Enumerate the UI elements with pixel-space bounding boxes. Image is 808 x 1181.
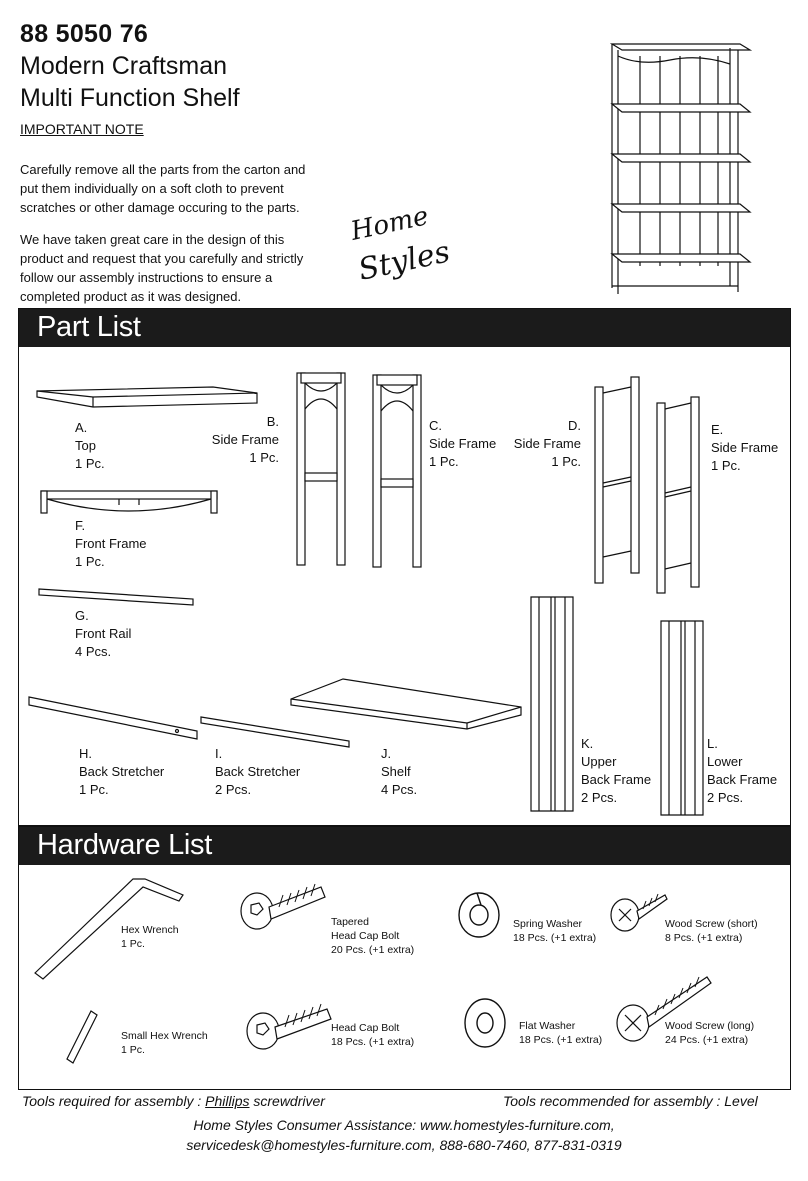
svg-text:Styles: Styles (355, 234, 453, 288)
part-d-label: D. Side Frame 1 Pc. (513, 418, 581, 469)
part-j-shelf-illustration (287, 675, 527, 735)
part-a-top-illustration (33, 381, 273, 411)
part-h-label: H. Back Stretcher 1 Pc. (79, 746, 165, 797)
part-list-title: Part List (37, 311, 141, 343)
product-title-line1: Modern Craftsman (20, 52, 228, 80)
part-b-side-frame-illustration (293, 369, 353, 569)
important-note-heading: IMPORTANT NOTE (20, 121, 144, 137)
tools-recommended-text: Tools recommended for assembly : Level (503, 1093, 758, 1109)
part-c-label: C. Side Frame 1 Pc. (429, 418, 497, 469)
part-g-front-rail-illustration (37, 587, 197, 607)
hardware-list-section (18, 826, 791, 1090)
part-l-lower-back-frame-illustration (659, 619, 709, 819)
part-list-header-bar (19, 309, 790, 347)
flat-washer-label: Flat Washer 18 Pcs. (+1 extra) (519, 1020, 603, 1046)
small-hex-wrench-icon (63, 1007, 103, 1067)
hex-wrench-label: Hex Wrench 1 Pc. (121, 924, 179, 950)
part-l-label: L. Lower Back Frame 2 Pcs. (707, 736, 778, 805)
part-list-section (18, 308, 791, 826)
hardware-list-title: Hardware List (37, 829, 212, 861)
consumer-assistance-line1: Home Styles Consumer Assistance: www.homestyles-furniture.com, (193, 1117, 615, 1133)
part-e-side-frame-illustration (651, 393, 711, 603)
hardware-list-header-bar (19, 827, 790, 865)
model-number: 88 5050 76 (20, 20, 149, 48)
part-e-label: E. Side Frame 1 Pc. (711, 422, 779, 473)
part-k-upper-back-frame-illustration (529, 595, 579, 815)
flat-washer-icon (461, 995, 511, 1051)
part-d-side-frame-illustration (589, 373, 649, 593)
tapered-head-cap-bolt-icon (239, 877, 329, 937)
part-k-label: K. Upper Back Frame 2 Pcs. (581, 736, 652, 805)
design-paragraph: We have taken great care in the design of this product and request that you carefully and strictly follow our assembly instructions to ensure a completed product as it was designed. (20, 232, 304, 304)
phillips-tool-name: Phillips (205, 1093, 250, 1109)
wood-screw-short-label: Wood Screw (short) 8 Pcs. (+1 extra) (665, 918, 758, 944)
spring-washer-icon (455, 889, 505, 939)
head-cap-bolt-icon (245, 997, 335, 1057)
assembled-shelf-illustration (600, 36, 750, 301)
product-title-line2: Multi Function Shelf (20, 84, 240, 112)
tapered-head-cap-bolt-label: Tapered Head Cap Bolt 20 Pcs. (+1 extra) (331, 916, 415, 956)
tools-required-text: Tools required for assembly : Phillips screwdriver (22, 1093, 325, 1109)
small-hex-wrench-label: Small Hex Wrench 1 Pc. (121, 1030, 208, 1056)
part-g-label: G. Front Rail 4 Pcs. (75, 608, 132, 659)
home-styles-logo (345, 201, 465, 290)
part-a-label: A. Top 1 Pc. (75, 420, 105, 471)
head-cap-bolt-label: Head Cap Bolt 18 Pcs. (+1 extra) (331, 1022, 415, 1048)
spring-washer-label: Spring Washer 18 Pcs. (+1 extra) (513, 918, 597, 944)
part-h-back-stretcher-illustration (27, 695, 207, 745)
part-b-label: B. Side Frame 1 Pc. (211, 414, 279, 465)
part-i-label: I. Back Stretcher 2 Pcs. (215, 746, 301, 797)
part-f-label: F. Front Frame 1 Pc. (75, 518, 147, 569)
part-j-label: J. Shelf 4 Pcs. (381, 746, 418, 797)
care-paragraph: Carefully remove all the parts from the carton and put them individually on a soft cloth to prevent scratches or other damage occuring to the parts. (20, 162, 306, 215)
wood-screw-short-icon (609, 887, 669, 937)
part-c-side-frame-illustration (369, 371, 429, 571)
consumer-assistance-line2: servicedesk@homestyles-furniture.com, 888-680-7460, 877-831-0319 (186, 1137, 622, 1153)
wood-screw-long-label: Wood Screw (long) 24 Pcs. (+1 extra) (665, 1020, 755, 1046)
svg-text:Home: Home (348, 201, 432, 247)
